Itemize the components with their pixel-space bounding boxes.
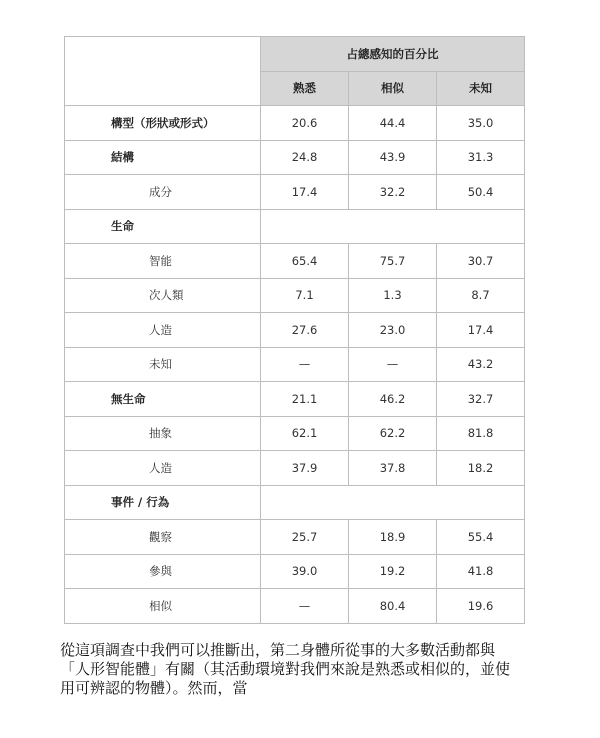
table-cell: 50.4 [437,175,525,210]
row-label: 生命 [65,209,261,244]
table-header [65,37,525,106]
table-cell: 17.4 [437,313,525,348]
table-cell: 18.2 [437,451,525,486]
table-cell: 35.0 [437,106,525,141]
table-row [65,485,525,520]
column-header-familiar: 熟悉 [261,71,349,106]
row-label: 構型（形狀或形式） [65,106,261,141]
table-cell: 19.6 [437,589,525,624]
table-cell: 65.4 [261,244,349,279]
paragraph-line: 從這項調查中我們可以推斷出，第二身體所從事的大多數活動都與 [60,641,496,659]
table-cell: 43.2 [437,347,525,382]
table-row [65,244,525,279]
header-corner [65,37,261,106]
table-cell: 23.0 [349,313,437,348]
row-label: 結構 [65,140,261,175]
table-cell: — [349,347,437,382]
table-cell: 18.9 [349,520,437,555]
column-header-unknown: 未知 [437,71,525,106]
table-cell: 27.6 [261,313,349,348]
empty-spanning-cell [261,209,525,244]
table-row [65,589,525,624]
table-cell: 32.2 [349,175,437,210]
table-row [65,175,525,210]
table-cell: 43.9 [349,140,437,175]
table-row [65,451,525,486]
table-cell: 62.2 [349,416,437,451]
table-row [65,520,525,555]
row-label: 未知 [65,347,261,382]
table-cell: 46.2 [349,382,437,417]
header-group-title: 占總感知的百分比 [261,37,525,72]
table-cell: 25.7 [261,520,349,555]
table-row [65,313,525,348]
table-cell: 7.1 [261,278,349,313]
table-cell: 39.0 [261,554,349,589]
table-cell: 32.7 [437,382,525,417]
table-cell: 37.9 [261,451,349,486]
table-cell: 75.7 [349,244,437,279]
table-cell: 24.8 [261,140,349,175]
row-label: 事件 / 行為 [65,485,261,520]
table-cell: 31.3 [437,140,525,175]
table-cell: 41.8 [437,554,525,589]
table-row [65,382,525,417]
survey-table [64,36,525,624]
table-cell: 20.6 [261,106,349,141]
body-paragraph [60,641,552,698]
table-cell: 21.1 [261,382,349,417]
table-cell: 1.3 [349,278,437,313]
row-label: 人造 [65,313,261,348]
paragraph-line: 用可辨認的物體）。然而，當 [60,679,248,697]
table-cell: 17.4 [261,175,349,210]
table-cell: 81.8 [437,416,525,451]
column-header-similar: 相似 [349,71,437,106]
row-label: 成分 [65,175,261,210]
row-label: 抽象 [65,416,261,451]
empty-spanning-cell [261,485,525,520]
table-row [65,106,525,141]
row-label: 相似 [65,589,261,624]
table-cell: 8.7 [437,278,525,313]
table-cell: 30.7 [437,244,525,279]
row-label: 觀察 [65,520,261,555]
table-cell: 37.8 [349,451,437,486]
table-cell: 62.1 [261,416,349,451]
paragraph-line: 「人形智能體」有關（其活動環境對我們來說是熟悉或相似的，並使 [60,660,511,678]
table-cell: 44.4 [349,106,437,141]
table-cell: 55.4 [437,520,525,555]
row-label: 人造 [65,451,261,486]
row-label: 智能 [65,244,261,279]
table-row [65,347,525,382]
table-cell: 19.2 [349,554,437,589]
row-label: 無生命 [65,382,261,417]
table-cell: 80.4 [349,589,437,624]
table-row [65,209,525,244]
table-row [65,278,525,313]
row-label: 次人類 [65,278,261,313]
table-cell: — [261,589,349,624]
table-row [65,140,525,175]
table-row [65,554,525,589]
table-body [65,106,525,624]
row-label: 參與 [65,554,261,589]
table-row [65,416,525,451]
table-cell: — [261,347,349,382]
